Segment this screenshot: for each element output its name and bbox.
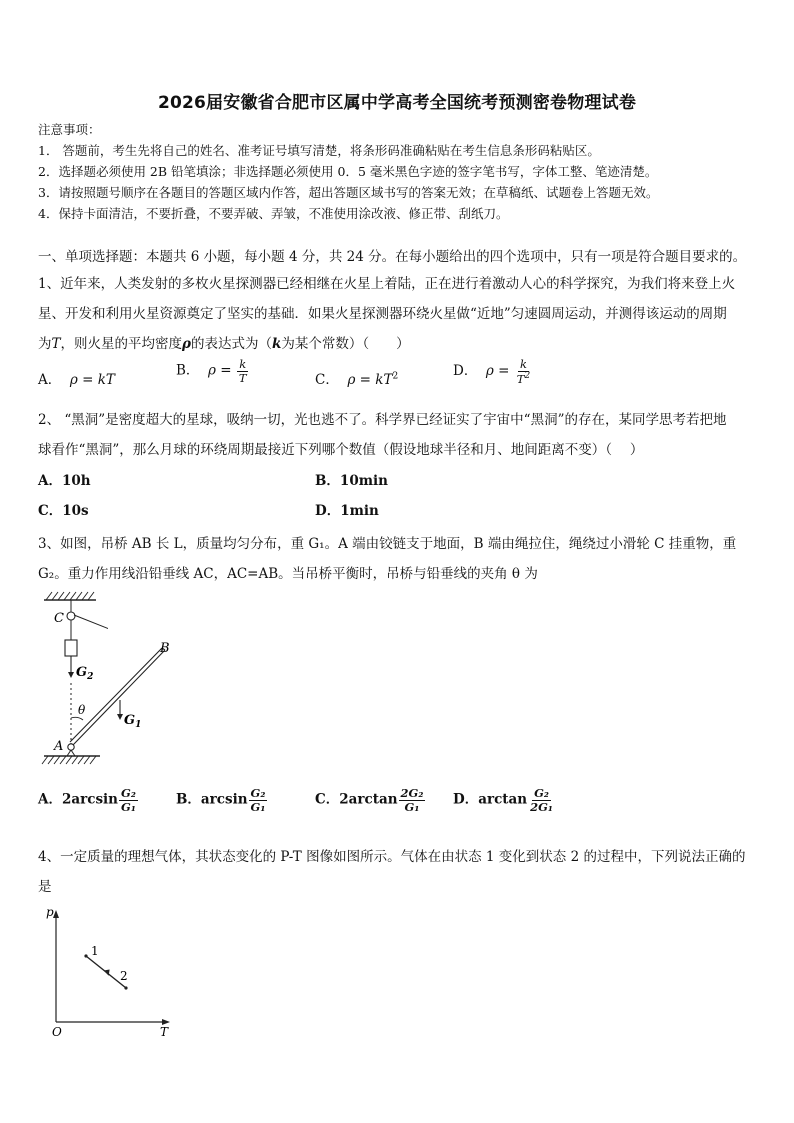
q1-option-b-fraction: $\frac{k}{T}$ xyxy=(238,357,247,385)
state-2-point xyxy=(124,986,127,989)
q2-option-d[interactable]: D．1min xyxy=(315,503,379,519)
q4-line-2: 是 xyxy=(38,879,52,895)
label-state-2: 2 xyxy=(120,969,128,983)
q3-option-b[interactable]: B．arcsin $\frac{\text{G₂}}{\text{G₁}}$ xyxy=(176,786,266,814)
q4-line-1: 4、一定质量的理想气体，其状态变化的 P-T 图像如图所示。气体在由状态 1 变化到状态 2 的过程中，下列说法正确的 xyxy=(38,849,746,865)
label-theta: θ xyxy=(78,703,86,717)
label-t: T xyxy=(160,1025,169,1039)
q1-line-1: 1、近年来，人类发射的多枚火星探测器已经相继在火星上着陆，正在进行着激动人心的科学探究，为我们将来登上火 xyxy=(38,276,736,292)
q3-line-1: 3、如图，吊桥 AB 长 L，质量均匀分布，重 G₁。A 端由铰链支于地面，B 端由绳拉住，绳绕过小滑轮 C 挂重物，重 xyxy=(38,536,737,552)
notice-item-4: 4．保持卡面清洁，不要折叠，不要弄破、弄皱，不准使用涂改液、修正带、刮纸刀。 xyxy=(38,206,509,221)
q1-option-c[interactable]: C． $\rho = kT^2$ xyxy=(315,371,399,388)
q1-option-d[interactable]: D． ρ = $\frac{k}{T^2}$ xyxy=(453,357,531,386)
label-p: p xyxy=(46,905,54,919)
pt-graph xyxy=(38,900,178,1040)
q1-line-2: 星、开发和利用火星资源奠定了坚实的基础．如果火星探测器环绕火星做“近地”匀速圆周运动，并测得该运动的周期 xyxy=(38,306,727,322)
g1-arrow xyxy=(117,714,123,720)
notice-item-1: 1． 答题前，考生先将自己的姓名、准考证号填写清楚，将条形码准确粘贴在考生信息条形码粘贴区。 xyxy=(38,143,600,158)
label-b: B xyxy=(160,641,170,656)
label-g2: $G_2$ xyxy=(76,665,94,682)
label-origin: O xyxy=(52,1025,62,1039)
q2-option-b[interactable]: B．10min xyxy=(315,473,388,489)
theta-arc xyxy=(71,717,83,720)
q2-option-c[interactable]: C．10s xyxy=(38,503,89,519)
q2-option-a[interactable]: A．10h xyxy=(38,473,91,489)
q1-line-3: 为T，则火星的平均密度ρ的表达式为（k为某个常数）（ ） xyxy=(38,336,410,352)
label-c: C xyxy=(54,611,64,626)
label-a: A xyxy=(54,739,64,754)
notice-item-2: 2．选择题必须使用 2B 铅笔填涂；非选择题必须使用 0．5 毫米黑色字迹的签字笔书写，字体工整、笔迹清楚。 xyxy=(38,164,658,179)
state-1-point xyxy=(84,954,87,957)
drawbridge-beam xyxy=(38,588,178,774)
q2-line-1: 2、 “黑洞”是密度超大的星球，吸纳一切，光也逃不了。科学界已经证实了宇宙中“黑洞”的存在，某同学思考若把地 xyxy=(38,412,727,428)
section-heading: 一、单项选择题：本题共 6 小题，每小题 4 分，共 24 分。在每小题给出的四个选项中，只有一项是符合题目要求的。 xyxy=(38,249,747,265)
q3-line-2: G₂。重力作用线沿铅垂线 AC，AC=AB。当吊桥平衡时，吊桥与铅垂线的夹角 θ 为 xyxy=(38,566,538,582)
q3-option-c[interactable]: C．2arctan $\frac{\text{2G₂}}{\text{G₁}}$ xyxy=(315,786,424,814)
q3-option-a[interactable]: A．2arcsin $\frac{\text{G₂}}{\text{G₁}}$ xyxy=(38,786,136,814)
q2-line-2: 球看作“黑洞”，那么月球的环绕周期最接近下列哪个数值（假设地球半径和月、地间距离不变）（ ） xyxy=(38,442,644,458)
label-g1: $G_1$ xyxy=(124,713,142,730)
notice-heading: 注意事项： xyxy=(38,122,101,137)
q1-option-a[interactable]: A． ρ = kT xyxy=(38,372,115,388)
q1-option-d-fraction: $\frac{k}{T^2}$ xyxy=(516,357,531,386)
q3-option-d[interactable]: D．arctan $\frac{\text{G₂}}{\text{2G₁}}$ xyxy=(453,786,553,814)
label-state-1: 1 xyxy=(91,944,99,958)
page-title: 2026届安徽省合肥市区属中学高考全国统考预测密卷物理试卷 xyxy=(157,93,637,113)
notice-item-3: 3．请按照题号顺序在各题目的答题区域内作答，超出答题区域书写的答案无效；在草稿纸、试题卷上答题无效。 xyxy=(38,185,659,200)
q1-option-b[interactable]: B． ρ = $\frac{k}{T}$ xyxy=(176,357,247,385)
